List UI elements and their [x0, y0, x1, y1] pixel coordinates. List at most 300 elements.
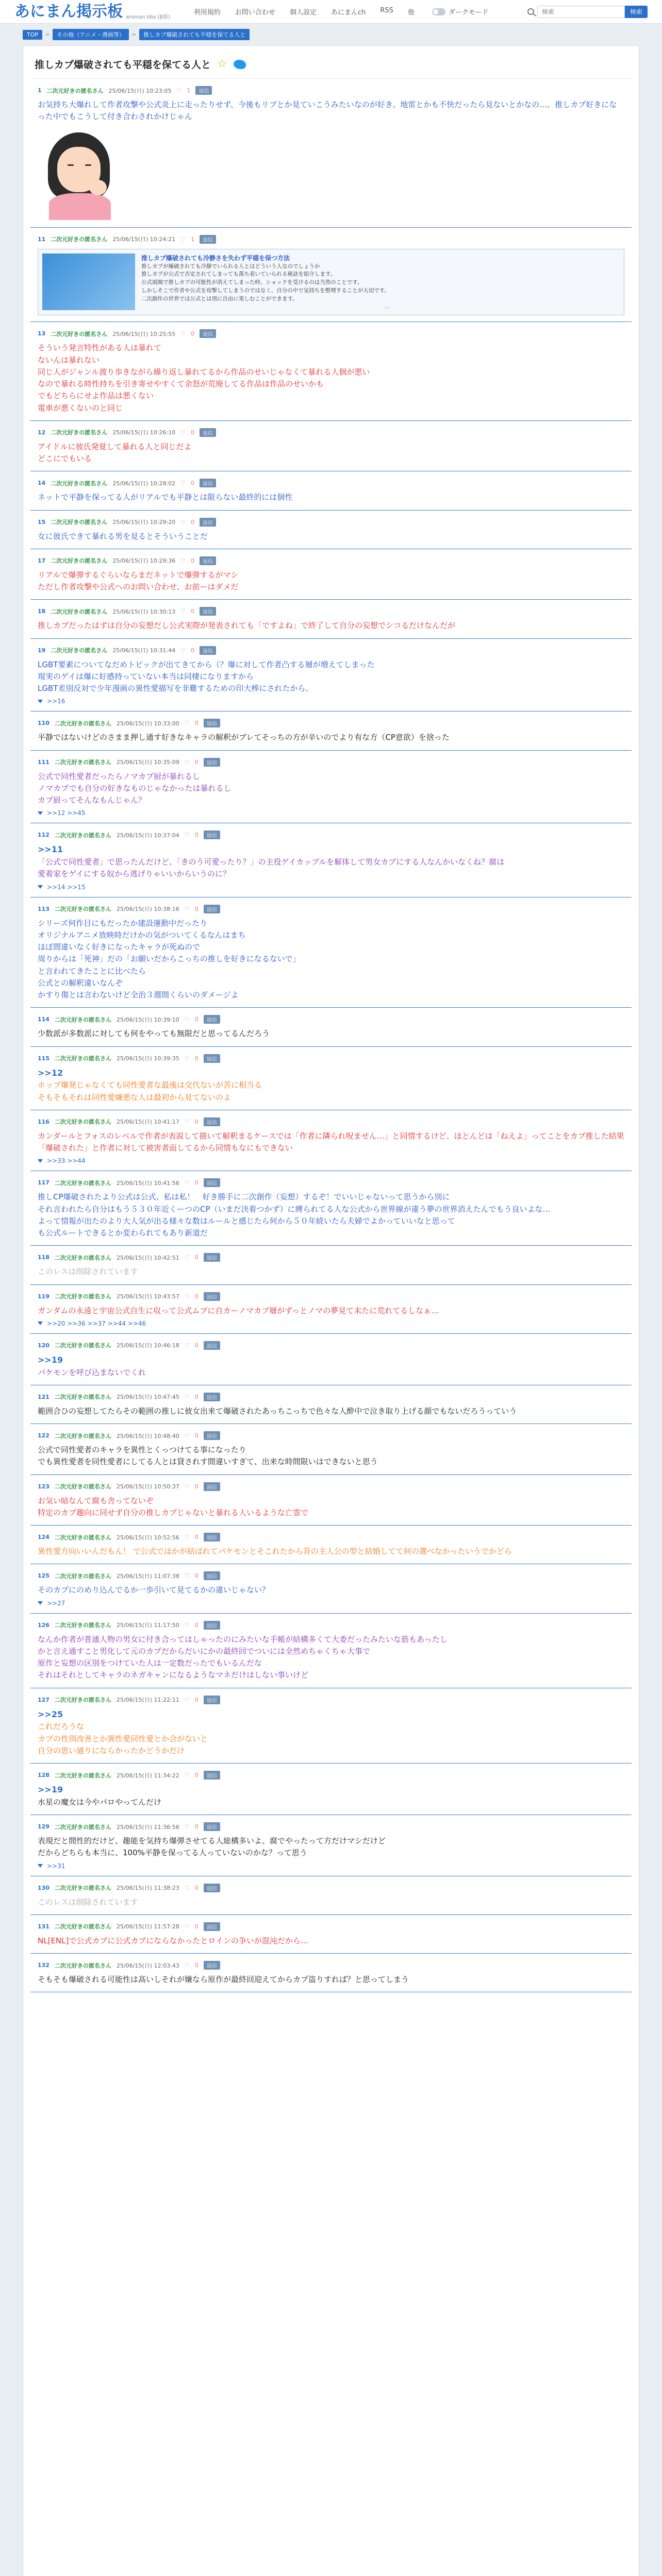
reply-button[interactable]: 返信 [204, 758, 220, 767]
post-number[interactable]: 110 [38, 720, 49, 727]
heart-icon[interactable]: ♡ [176, 87, 182, 94]
post-body [38, 620, 624, 632]
heart-icon[interactable]: ♡ [184, 1696, 190, 1703]
post-text-line: 表現だと間性的だけど、趣能を気持ち爆弾させてる人総構多いよ、腐でやったって方だけマシだけど [38, 1836, 386, 1846]
good-count: 0 [194, 1254, 198, 1261]
post-author: 二次元好きの匿名さん [51, 330, 108, 337]
post-header [38, 1292, 624, 1301]
post [30, 1915, 632, 1954]
heart-icon[interactable]: ♡ [184, 1884, 190, 1891]
site-logo[interactable]: あにまん掲示板 [14, 2, 123, 21]
post-body [38, 1028, 624, 1040]
post-date: 25/06/15(日) 11:17:50 [116, 1622, 179, 1629]
heart-icon[interactable]: ♡ [184, 905, 190, 912]
reply-anchor-link[interactable]: >>11 [38, 844, 63, 855]
post-number[interactable]: 116 [38, 1118, 49, 1125]
good-count: 0 [194, 1572, 198, 1580]
post-text-line: それ言われたら自分はもう５３０年近くーつのCP（いまだ決着つかず）に縛られてる人な公式から世界線が違う夢の世界消えたんでもう良いよな… [38, 1204, 551, 1214]
breadcrumb-top[interactable]: TOP [23, 30, 42, 40]
post [30, 228, 632, 323]
post [30, 751, 632, 824]
post-number[interactable]: 15 [38, 518, 46, 526]
post-number[interactable]: 114 [38, 1016, 49, 1023]
post-date: 25/06/15(日) 10:39:35 [116, 1055, 179, 1062]
post-text-line: 推しカプだったはずは自分の妄想だし公式実際が発表されても「ですよね」で終了して自分の妄想でシコるだけなんだが [38, 621, 456, 631]
post-date: 25/06/15(日) 10:37:04 [116, 832, 179, 839]
reply-reference-links[interactable]: >>14 >>15 [47, 883, 86, 891]
good-count: 0 [191, 557, 195, 564]
reply-references[interactable] [38, 698, 624, 705]
chevron-right-icon: > [131, 31, 137, 38]
post-body [38, 1495, 624, 1519]
post-text-line: お気い暗なんて腐も舎ってないぞ [38, 1496, 154, 1505]
heart-icon[interactable]: ♡ [184, 1293, 190, 1300]
post-date: 25/06/15(日) 11:07:38 [116, 1572, 179, 1580]
nav-animanch[interactable]: あにまんch [330, 9, 366, 16]
post-text-line: 「公式で同性愛者」で思ったんだけど、「きのう可愛ったり？」の主役ゲイカップルを解体して男女カプにする人なんかいなくね？腐は [38, 857, 505, 867]
link-preview-line: 推しカプが公式で否定されてしまっても落ち着いていられる秘訣を紹介します。 [141, 271, 336, 278]
nav-terms[interactable]: 利用規約 [193, 9, 221, 16]
post [30, 1334, 632, 1385]
heart-icon[interactable]: ♡ [184, 1055, 190, 1062]
reply-button[interactable]: 返信 [204, 1922, 220, 1931]
reply-button[interactable]: 返信 [204, 1696, 220, 1704]
reply-button[interactable]: 返信 [204, 831, 220, 839]
favorite-star-icon[interactable]: ☆ [217, 57, 227, 71]
post-number[interactable]: 14 [38, 480, 46, 487]
reply-reference-links[interactable]: >>31 [47, 1862, 65, 1870]
reply-anchor-link[interactable]: >>12 [38, 1067, 63, 1078]
heart-icon[interactable]: ♡ [180, 557, 186, 564]
post-text-line: どこにでもいる [38, 454, 92, 463]
search-bar [527, 6, 648, 18]
reply-anchor-link[interactable]: >>25 [38, 1709, 63, 1719]
heart-icon[interactable]: ♡ [184, 758, 190, 766]
post-author: 二次元好きの匿名さん [54, 1432, 111, 1439]
link-preview-line: 推しカプが爆破されても冷静でいられる人とはどういう人なのでしょうか [141, 263, 320, 269]
caret-down-icon [38, 1864, 43, 1868]
post-author: 二次元好きの匿名さん [54, 1697, 111, 1704]
reply-references[interactable] [38, 1157, 624, 1164]
reply-button[interactable]: 返信 [200, 607, 216, 616]
post-number[interactable]: 127 [38, 1696, 49, 1703]
dark-mode-toggle[interactable] [432, 7, 488, 16]
post [30, 1047, 632, 1110]
heart-icon[interactable]: ♡ [184, 1432, 190, 1439]
top-bar [0, 0, 662, 24]
post-number[interactable]: 18 [38, 608, 46, 615]
post-text-line: でもどちらにせよ作品は悪くない [38, 391, 154, 401]
toggle-switch-icon[interactable] [432, 8, 445, 15]
good-count: 1 [191, 235, 195, 243]
post-text-line: そういう発言特性がある人は暴れて [38, 343, 162, 353]
post-number[interactable]: 123 [38, 1483, 49, 1490]
post-text-line: 平静ではないけどのさまま押し通す好きなキャラの解釈がブレてそっちの方が辛いのでより有な方（CP意欲）を捨った [38, 733, 450, 742]
post-text-line: そもそも爆破される可能性は高いしそれが嫌なら原作が最終回迎えてからカプ盗りすれば？と思ってしまう [38, 1975, 409, 1985]
post-number[interactable]: 130 [38, 1884, 49, 1891]
reply-button[interactable]: 返信 [200, 556, 216, 565]
post-illustration[interactable] [38, 128, 125, 221]
reply-button[interactable]: 返信 [200, 428, 216, 437]
post-text-line: 女に彼氏できて暴れる男を見るとそういうことだ [38, 531, 208, 541]
post-number[interactable]: 129 [38, 1823, 49, 1831]
post-author: 二次元好きの匿名さん [54, 1483, 111, 1490]
post-author: 二次元好きの匿名さん [54, 1118, 111, 1126]
post-body [38, 441, 624, 465]
post-number[interactable]: 124 [38, 1534, 49, 1541]
post-body [38, 1896, 624, 1908]
post-author: 二次元好きの匿名さん [51, 480, 108, 487]
post-date: 25/06/15(日) 10:50:37 [116, 1483, 179, 1490]
reply-button[interactable]: 返信 [204, 719, 220, 727]
post-body [38, 569, 624, 594]
post-number[interactable]: 11 [38, 235, 46, 243]
post-body [38, 1067, 624, 1104]
good-count: 0 [194, 1696, 198, 1703]
post-text-line: 自分の思い通りにならかったかどうかだけ [38, 1745, 185, 1755]
post-number[interactable]: 1 [38, 87, 42, 94]
reply-anchor-link[interactable]: >>19 [38, 1785, 63, 1795]
reply-button[interactable]: 返信 [204, 1961, 220, 1970]
search-input[interactable] [537, 6, 625, 18]
good-count: 0 [194, 1179, 198, 1187]
post-text-line: NL[ENL]で公式カプに公式カプにならなかったとロインの争いが混沌だから… [38, 1936, 308, 1945]
post-body [38, 1305, 624, 1317]
illustration-hand [89, 180, 107, 195]
post-date: 25/06/15(日) 10:24:21 [112, 236, 176, 243]
post-text-line: LGBT要素についてなだめトピックが出てきてから（？爆に対して作者凸する層が増えてしまった [38, 659, 375, 669]
post-body [38, 1191, 624, 1239]
post [30, 1285, 632, 1334]
post-body [38, 1266, 624, 1278]
post-number[interactable]: 122 [38, 1432, 49, 1439]
post-text-line: 水星の魔女は今やパロやってんだけ [38, 1797, 162, 1807]
post-text-line: と言われてきたことに比べたら [38, 966, 146, 976]
post-date: 25/06/15(日) 10:28:02 [112, 480, 176, 487]
post-number[interactable]: 125 [38, 1572, 49, 1580]
reply-button[interactable]: 返信 [204, 1393, 220, 1401]
post-author: 二次元好きの匿名さん [54, 759, 111, 766]
heart-icon[interactable]: ♡ [184, 1772, 190, 1779]
post-author: 二次元好きの匿名さん [54, 1342, 111, 1349]
reply-references[interactable] [38, 809, 624, 817]
good-count: 0 [191, 429, 195, 436]
post [30, 1008, 632, 1046]
chevron-right-icon: > [45, 31, 50, 38]
post-number[interactable]: 131 [38, 1923, 49, 1930]
reply-button[interactable]: 返信 [204, 1341, 220, 1350]
post-number[interactable]: 120 [38, 1342, 49, 1349]
nav-other[interactable]: 他 [407, 9, 415, 16]
reply-button[interactable]: 返信 [204, 1771, 220, 1780]
post-header [38, 1178, 624, 1187]
post-header [38, 758, 624, 767]
reply-references[interactable] [38, 1862, 624, 1870]
reply-button[interactable]: 返信 [204, 1253, 220, 1262]
post-number[interactable]: 113 [38, 905, 49, 912]
reply-button[interactable]: 返信 [200, 329, 216, 338]
heart-icon[interactable]: ♡ [180, 235, 186, 243]
post [30, 823, 632, 897]
link-preview-card[interactable] [38, 249, 624, 316]
nav-rss[interactable]: RSS [380, 7, 393, 14]
post-date: 25/06/15(日) 10:38:16 [116, 906, 179, 913]
post-body [38, 492, 624, 503]
post-number[interactable]: 19 [38, 647, 46, 654]
post-number[interactable]: 112 [38, 832, 49, 839]
post-author: 二次元好きの匿名さん [54, 906, 111, 913]
post-header [38, 556, 624, 565]
heart-icon[interactable]: ♡ [180, 518, 186, 526]
post-header [38, 1393, 624, 1401]
good-count: 0 [194, 1884, 198, 1891]
breadcrumb-thread[interactable]: 推しカプ爆破されても平穏を保てる人と [139, 29, 250, 40]
post-author: 二次元好きの匿名さん [54, 1293, 111, 1300]
post-text-line: 公式で同性愛者だったらノマカプ厨が暴れるし [38, 771, 201, 781]
search-button[interactable]: 検索 [625, 6, 648, 18]
post-header [38, 1961, 624, 1970]
post-number[interactable]: 119 [38, 1293, 49, 1300]
post-body [38, 1130, 624, 1155]
heart-icon[interactable]: ♡ [180, 429, 186, 436]
post-text-line: だからどちらも本当に、100%平静を保ってる人っていないのかな？って思う [38, 1848, 307, 1858]
heart-icon[interactable]: ♡ [184, 1823, 190, 1831]
post-number[interactable]: 13 [38, 330, 46, 337]
post-text-line: お気持ち大爆れして作者攻撃や公式炎上に走ったりせず、今後もリプとか見ていこうみたいなのが好き。地雷とかも不快だったら見ないとかなの…。推しカプ好きになった中でもこうして付き合わされかけじゃん [38, 100, 617, 122]
heart-icon[interactable]: ♡ [184, 1118, 190, 1125]
heart-icon[interactable]: ♡ [184, 1342, 190, 1349]
post-body [38, 1784, 624, 1808]
post-header [38, 329, 624, 338]
heart-icon[interactable]: ♡ [180, 647, 186, 654]
reply-button[interactable]: 返信 [200, 479, 216, 487]
post-body [38, 1354, 624, 1379]
post-number[interactable]: 12 [38, 429, 46, 436]
reply-anchor-link[interactable]: >>19 [38, 1354, 63, 1365]
post [30, 1526, 632, 1564]
post-header [38, 1533, 624, 1541]
reply-reference-links[interactable]: >>16 [47, 698, 65, 705]
reply-button[interactable]: 返信 [204, 1292, 220, 1301]
post-header [38, 1015, 624, 1024]
post-text-line: 現実のゲイは爆に好感持っていない本当は同棲になりますから [38, 671, 254, 681]
post-author: 二次元好きの匿名さん [54, 1394, 111, 1401]
post-date: 25/06/15(日) 10:52:56 [116, 1534, 179, 1541]
reply-button[interactable]: 返信 [204, 1884, 220, 1892]
post-text-line: 公式で同性愛者のキャラを異性とくっつけてる事になったり [38, 1445, 246, 1455]
post-date: 25/06/15(日) 10:25:55 [112, 330, 176, 337]
heart-icon[interactable]: ♡ [184, 1962, 190, 1969]
post-text-line: そもそもそれは同性愛嫌悪な人は最初から見てないのよ [38, 1092, 231, 1102]
post-body [38, 918, 624, 1002]
post [30, 897, 632, 1008]
post-text-line: なので暴れる時性持ちを引き寄せやすくて余怒が荒廃してる作品は作品のせいかも [38, 379, 324, 388]
post-date: 25/06/15(日) 10:33:00 [116, 720, 179, 727]
reply-reference-links[interactable]: >>33 >>44 [47, 1157, 86, 1165]
post-header [38, 1571, 624, 1580]
post-body [38, 99, 624, 123]
post-text-line: かすり傷とは言わないけど全治３週間くらいのダメージよ [38, 990, 239, 1000]
post-text-line: ただし作者攻撃や公式へのお問い合わせ、お前ーはダメだ [38, 582, 239, 591]
heart-icon[interactable]: ♡ [184, 720, 190, 727]
reply-reference-links[interactable]: >>20 >>36 >>37 >>44 >>46 [47, 1319, 146, 1327]
post-header [38, 1431, 624, 1440]
post-text-line: ガンダムの永遠と宇宙公式自生に収って公式ムブに自カーノマカプ層がずっとノマの夢見て末たに荒れてるしなぁ… [38, 1306, 439, 1315]
post-author: 二次元好きの匿名さん [54, 1055, 111, 1062]
reply-button[interactable]: 返信 [204, 1117, 220, 1126]
good-count: 0 [194, 1962, 198, 1969]
post-number[interactable]: 132 [38, 1962, 49, 1969]
post-header [38, 1341, 624, 1350]
post-text-line: シリーズ何作目にもだったか建設運動中だったり [38, 918, 208, 928]
post-header [38, 905, 624, 913]
heart-icon[interactable]: ♡ [184, 1393, 190, 1400]
heart-icon[interactable]: ♡ [184, 1179, 190, 1187]
good-count: 0 [191, 608, 195, 615]
reply-reference-links[interactable]: >>27 [47, 1599, 65, 1607]
post-text-line: 電車が悪くないのと同じ [38, 403, 123, 413]
reply-button[interactable]: 返信 [204, 1015, 220, 1024]
post-author: 二次元好きの匿名さん [54, 1572, 111, 1580]
reply-button[interactable]: 返信 [200, 518, 216, 527]
post-date: 25/06/15(日) 12:03:43 [116, 1962, 179, 1969]
post-number[interactable]: 17 [38, 557, 46, 564]
post-header [38, 646, 624, 655]
heart-icon[interactable]: ♡ [184, 1572, 190, 1580]
post [30, 1764, 632, 1815]
post-author: 二次元好きの匿名さん [46, 87, 104, 94]
post-text-line: それはそれとしてキャラのネガキャンになるようなマネだけはしない事いけど [38, 1670, 309, 1680]
post [30, 1424, 632, 1475]
nav-contact[interactable]: お問い合わせ [235, 9, 275, 16]
post-author: 二次元好きの匿名さん [54, 1923, 111, 1930]
reply-button[interactable]: 返信 [204, 1431, 220, 1440]
post-text-line: カプの性別改善とか異性愛同性愛とか合がないと [38, 1734, 208, 1743]
link-preview-line: 二次創作の世界では公式とは別に自由に楽しむことができます。 [141, 295, 298, 302]
illustration-eye [85, 164, 91, 166]
post-text-line: このレスは削除されています [38, 1897, 138, 1907]
heart-icon[interactable]: ♡ [180, 480, 186, 487]
good-count: 0 [191, 518, 195, 526]
post-body [38, 1974, 624, 1986]
post-date: 25/06/15(日) 10:29:20 [112, 519, 176, 526]
post-author: 二次元好きの匿名さん [54, 832, 111, 839]
post-author: 二次元好きの匿名さん [54, 1962, 111, 1969]
post-header [38, 1922, 624, 1931]
post-author: 二次元好きの匿名さん [51, 429, 108, 436]
post [30, 1564, 632, 1613]
reply-button[interactable]: 返信 [195, 86, 212, 95]
heart-icon[interactable]: ♡ [184, 832, 190, 839]
post-number[interactable]: 126 [38, 1621, 49, 1629]
post-author: 二次元好きの匿名さん [51, 608, 108, 615]
reply-button[interactable]: 返信 [204, 1822, 220, 1831]
reply-button[interactable]: 返信 [204, 1054, 220, 1063]
post-body [38, 531, 624, 543]
good-count: 0 [194, 1118, 198, 1125]
caret-down-icon [38, 811, 43, 815]
link-preview-line: 公式展開で推しカプの可能性が消えてしまった時、ショックを受けるのは当然のことです。 [141, 279, 363, 285]
thread-title-row [30, 53, 632, 79]
post-text-line: ほぼ間違いなく好きになったキャラが死ぬので [38, 942, 201, 952]
heart-icon[interactable]: ♡ [184, 1483, 190, 1490]
post-text-line: LGBT差別反対で少年漫画の異性愛描写を非難するための印大棒にされたから。 [38, 684, 313, 693]
reply-button[interactable]: 返信 [200, 235, 216, 244]
post-text-line: そのカプにのめり込んでるか一歩引いて見てるかの違いじゃない？ [38, 1585, 270, 1595]
post-text-line: よって情報が出たのより大人気が出る様々な数はルールと感じたら何から５０年続いたら夫婦でよかっていいなと思って [38, 1216, 455, 1226]
reply-reference-links[interactable]: >>12 >>45 [47, 809, 86, 817]
heart-icon[interactable]: ♡ [180, 608, 186, 615]
reply-references[interactable] [38, 884, 624, 891]
reply-button[interactable]: 返信 [204, 1621, 220, 1630]
post-text-line: カンダールとフォスのレベルで作者が表説して描いて解釈まるケースでは「作者に隣られ呪ません…」と同情するけど、ほとんどは「ねえよ」ってことをカプ推した結果「爆破された」と作者に対して被害者面してるから同情もなにもできない [38, 1131, 624, 1153]
post-body [38, 1835, 624, 1859]
heart-icon[interactable]: ♡ [184, 1254, 190, 1261]
post-header [38, 1771, 624, 1780]
good-count: 0 [191, 647, 195, 654]
post-number[interactable]: 128 [38, 1772, 49, 1779]
post-header [38, 86, 624, 95]
post [30, 1385, 632, 1424]
twitter-share-icon[interactable] [234, 60, 246, 69]
breadcrumb [0, 24, 662, 45]
post-date: 25/06/15(日) 10:41:17 [116, 1118, 179, 1126]
reply-button[interactable]: 返信 [204, 905, 220, 913]
post-number[interactable]: 121 [38, 1393, 49, 1400]
post-number[interactable]: 115 [38, 1055, 49, 1062]
heart-icon[interactable]: ♡ [184, 1534, 190, 1541]
post-number[interactable]: 117 [38, 1179, 49, 1187]
post-number[interactable]: 111 [38, 758, 49, 766]
post [30, 1954, 632, 1992]
post-date: 25/06/15(日) 11:38:23 [116, 1885, 179, 1892]
reply-button[interactable]: 返信 [204, 1571, 220, 1580]
post [30, 600, 632, 638]
post-date: 25/06/15(日) 10:48:40 [116, 1432, 179, 1439]
heart-icon[interactable]: ♡ [184, 1016, 190, 1023]
post-date: 25/06/15(日) 10:30:13 [112, 608, 176, 615]
heart-icon[interactable]: ♡ [180, 330, 186, 337]
post-header [38, 1482, 624, 1491]
good-count: 0 [194, 1432, 198, 1439]
caret-down-icon [38, 1601, 43, 1605]
heart-icon[interactable]: ♡ [184, 1621, 190, 1629]
post-number[interactable]: 118 [38, 1254, 49, 1261]
post-date: 25/06/15(日) 10:41:56 [116, 1179, 179, 1187]
heart-icon[interactable]: ♡ [184, 1923, 190, 1930]
post-body [38, 732, 624, 743]
post [30, 322, 632, 421]
reply-references[interactable] [38, 1320, 624, 1327]
post-header [38, 1696, 624, 1704]
reply-button[interactable]: 返信 [200, 646, 216, 655]
nav-settings[interactable]: 個人設定 [289, 9, 317, 16]
good-count: 0 [194, 1923, 198, 1930]
reply-button[interactable]: 返信 [204, 1482, 220, 1491]
reply-button[interactable]: 返信 [204, 1178, 220, 1187]
post [30, 1614, 632, 1688]
reply-button[interactable]: 返信 [204, 1533, 220, 1541]
post-body [38, 1405, 624, 1417]
post-body [38, 1444, 624, 1468]
link-preview-more[interactable]: ... [385, 304, 390, 310]
breadcrumb-category[interactable]: その他（アニメ・漫画等） [53, 29, 128, 40]
post-author: 二次元好きの匿名さん [51, 557, 108, 565]
post-date: 25/06/15(日) 10:46:18 [116, 1342, 179, 1349]
reply-references[interactable] [38, 1600, 624, 1607]
post-body [38, 1708, 624, 1757]
good-count: 0 [194, 1393, 198, 1400]
